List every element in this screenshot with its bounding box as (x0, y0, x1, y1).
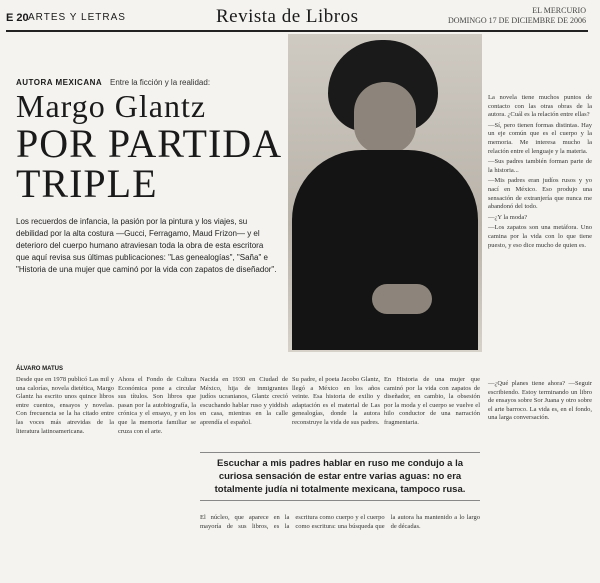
magazine-title: Revista de Libros (216, 6, 359, 27)
interview-column (488, 94, 592, 252)
kicker: AUTORA MEXICANA (16, 78, 103, 87)
interview-paragraph: —Sus padres también forman parte de la historia... (488, 158, 592, 174)
body-text: Nacida en 1930 en Ciudad de México, hija de inmigrantes judíos ucranianos, Glantz creció escuchando hablar ruso y yiddish en casa, mientras en la calle aprendía el español. (200, 376, 288, 426)
body-column-3 (200, 376, 288, 428)
page-number: E 20 (6, 12, 29, 24)
interview-paragraph: —Mis padres eran judíos rusos y yo nací en México. Eso produjo una sensación de extranjería que nunca me abandonó del todo. (488, 177, 592, 211)
paper-info (448, 6, 586, 26)
body-text: Desde que en 1978 publicó Las mil y una calorías, novela dietética, Margo Glantz ha escrito unos quince libros entre cuentos, ensayos y novelas. Con frecuencia se la ha citado entre las voces más atrevidas de la literatura latinoamericana. (16, 376, 114, 435)
author-name: Margo Glantz (16, 88, 207, 124)
section-name: ARTES Y LETRAS (28, 12, 126, 23)
body-column-5 (384, 376, 480, 428)
interview-paragraph: La novela tiene muchos puntos de contacto con las otras obras de la autora. ¿Cuál es la relación entre ellas? (488, 94, 592, 119)
body-text: Su padre, el poeta Jacobo Glantz, llegó a México en los años veinte. Esa historia de exilio y adaptación es el material de Las genealogías, donde la autora reconstruye la vida de sus padres. (292, 376, 380, 426)
paper-date: DOMINGO 17 DE DICIEMBRE DE 2006 (448, 16, 586, 25)
lower-body: El núcleo, que aparece en la mayoría de sus libros, es la escritura como cuerpo y el cuerpo como escritura: una búsqueda que la autora ha mantenido a lo largo de décadas. (200, 514, 480, 530)
headline-line-2: TRIPLE (16, 161, 158, 206)
body-text: Ahora el Fondo de Cultura Económica pone a circular sus títulos. Son libros que pasan por la autobiografía, la crónica y el ensayo, y en los que la memoria familiar se cruza con el arte. (118, 376, 196, 435)
interview-paragraph: —Los zapatos son una metáfora. Uno camina por la vida con lo que tiene puesto, y eso dice mucho de quien es. (488, 224, 592, 249)
interview-column-lower: —¿Qué planes tiene ahora? —Seguir escribiendo. Estoy terminando un libro de ensayos sobre Sor Juana y otro sobre el arte barroco. La vida es, en el fondo, una larga conversación. (488, 380, 592, 422)
page-header (6, 4, 594, 30)
interview-paragraph: —¿Y la moda? (488, 213, 528, 221)
interview-paragraph: —Sí, pero tienen formas distintas. Hay un eje común que es el cuerpo y la memoria. Me interesa mucho la relación entre el lenguaje y la materia. (488, 121, 592, 155)
pull-quote: Escuchar a mis padres hablar en ruso me condujo a la curiosa sensación de estar entre varias aguas: no era totalmente judía ni totalmente mexicana, tampoco rusa. (200, 452, 480, 501)
byline: ÁLVARO MATUS (16, 366, 63, 372)
body-column-1 (16, 376, 114, 436)
header-rule (6, 30, 588, 32)
body-column-2 (118, 376, 196, 436)
body-text: En Historia de una mujer que caminó por la vida con zapatos de diseñador, en cambio, la obsesión por la moda y el cuerpo se vuelve el hilo conductor de una narración fragmentaria. (384, 376, 480, 426)
kicker-subtitle: Entre la ficción y la realidad: (110, 78, 211, 87)
photo-body (292, 150, 478, 350)
photo-hand (372, 284, 432, 314)
author-photo (288, 34, 482, 352)
photo-face (354, 82, 416, 154)
paper-name: EL MERCURIO (532, 6, 586, 15)
article-deck: Los recuerdos de infancia, la pasión por la pintura y los viajes, su debilidad por la alta costura —Gucci, Ferragamo, Maud Frizon— y el deterioro del cuerpo humano atraviesan toda la obra de esta escritora que aquí revisa sus últimas publicaciones: "Las genealogías", "Saña" e "Historia de una mujer que caminó por la vida con zapatos de diseñador". (16, 217, 277, 274)
body-column-4 (292, 376, 380, 428)
headline-line-1: POR PARTIDA (16, 121, 283, 166)
